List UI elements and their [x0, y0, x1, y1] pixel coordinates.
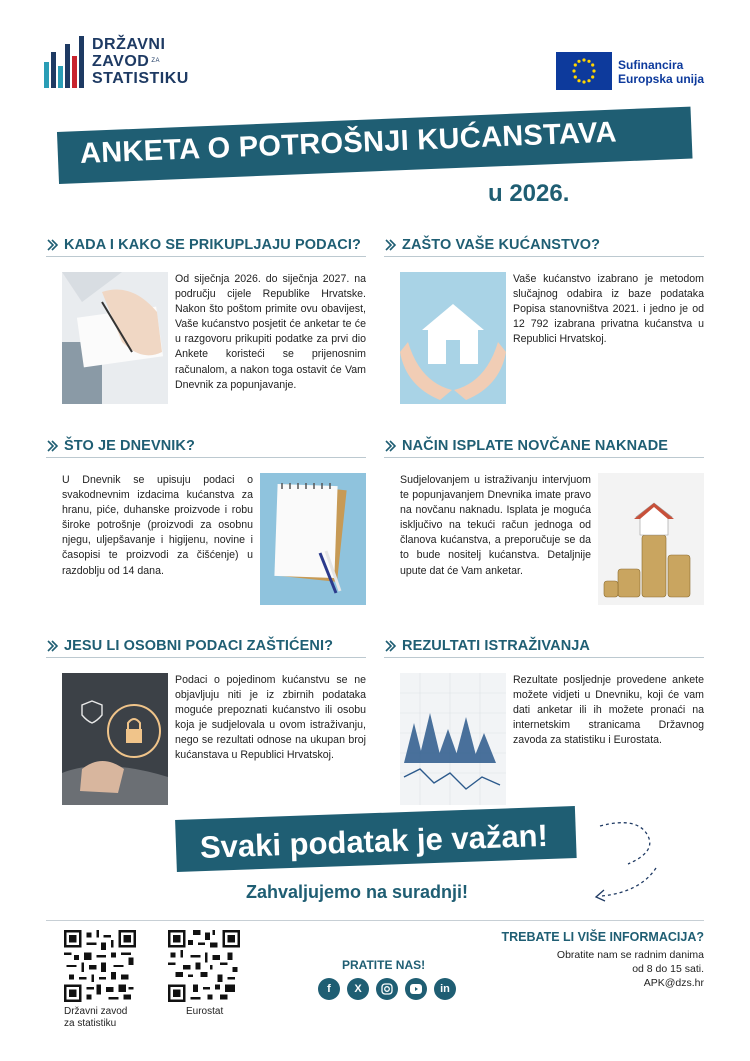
dashed-arrow-icon: [598, 816, 660, 868]
data-protection-image: [62, 673, 168, 805]
house-in-hands-image: [400, 272, 506, 404]
chevron-right-icon: [384, 238, 398, 252]
x-icon[interactable]: X: [347, 978, 369, 1000]
dzs-logo: [44, 36, 214, 94]
section-kada: [46, 235, 366, 257]
eu-line-2: Europska unija: [618, 72, 705, 86]
logo-text: DRŽAVNI ZAVOD $^{ZA}$ STATISTIKU: [92, 36, 189, 87]
section-body: Rezultate posljednje provedene ankete možete vidjeti u Dnevniku, koji će vam dati anketar ili ih možete pronaći na internetskim stranicama Državnog zavoda za statistiku i Eurostata.: [513, 674, 704, 747]
section-rezultati: [384, 636, 704, 658]
section-title: JESU LI OSOBNI PODACI ZAŠTIĆENI?: [64, 637, 334, 654]
page-title: ANKETA O POTROŠNJI KUĆANSTAVA: [79, 116, 618, 170]
eu-line-1: Sufinancira: [618, 58, 684, 72]
eu-flag-icon: [556, 52, 612, 90]
section-body: U Dnevnik se upisuju podaci o svakodnevnim izdacima kućanstva za hranu, piće, duhanske proizvode i robu široke potrošnje (proizvodi za osobnu njegu, uljepšavanje i higijenu, novine i časopisi te proizvodi za čišćenje) u razdoblju od 14 dana.: [62, 474, 253, 577]
chevron-right-icon: [46, 439, 60, 453]
thanks-text: Zahvaljujemo na suradnji!: [246, 882, 469, 902]
contact-title: TREBATE LI VIŠE INFORMACIJA?: [501, 930, 704, 944]
notebook-image: [260, 473, 366, 605]
contact-hours-2: od 8 do 15 sati.: [632, 963, 704, 975]
instagram-icon[interactable]: [376, 978, 398, 1000]
qr-label-dzs: Državni zavod za statistiku: [64, 1006, 128, 1029]
follow-us-label: PRATITE NAS!: [342, 958, 426, 972]
footer-divider: [46, 920, 704, 921]
linkedin-icon[interactable]: in: [434, 978, 456, 1000]
chevron-right-icon: [384, 639, 398, 653]
section-title: NAČIN ISPLATE NOVČANE NAKNADE: [402, 437, 669, 454]
section-title: KADA I KAKO SE PRIKUPLJAJU PODACI?: [64, 236, 361, 253]
coins-house-image: [598, 473, 704, 605]
qr-code-dzs-icon[interactable]: [64, 930, 136, 1002]
logo-bars-icon: [44, 36, 88, 92]
section-title: ŠTO JE DNEVNIK?: [64, 437, 195, 454]
chevron-right-icon: [46, 238, 60, 252]
section-isplata: [384, 436, 704, 458]
section-body: Od siječnja 2026. do siječnja 2027. na području cijele Republike Hrvatske. Nakon što poštom primite ovu obavijest, Vaše kućanstvo posjetit će anketar te će u razgovoru prikupiti podatke za prvi dio Ankete koristeći se prijenosnim računalom, a nakon toga ostavit će Vam Dnevnik za popunjavanje.: [175, 273, 366, 391]
page-subtitle: u 2026.: [488, 180, 570, 207]
section-body: Vaše kućanstvo izabrano je metodom slučajnog odabira iz baze podataka Popisa stanovništva 2021. i jedno je od 12 792 izabrana privatna kućanstva u Republici Hrvatskoj.: [513, 273, 704, 346]
results-chart-image: [400, 673, 506, 805]
section-body: Sudjelovanjem u istraživanju intervjuom te popunjavanjem Dnevnika imate pravo na novčanu naknadu. Isplata je moguća isključivo na tekući račun jednoga od članova kućanstva, a preporučuje se da to bude nositelj kućanstva. Detaljnije upute dat će Vam anketar.: [400, 474, 591, 577]
section-dnevnik: [46, 436, 366, 458]
contact-info: [501, 930, 704, 990]
section-osobni: [46, 636, 366, 658]
contact-hours-1: Obratite nam se radnim danima: [556, 949, 704, 961]
chevron-right-icon: [384, 439, 398, 453]
qr-label-eurostat: Eurostat: [186, 1006, 224, 1017]
section-title: REZULTATI ISTRAŽIVANJA: [402, 637, 591, 654]
contact-email-link[interactable]: APK@dzs.hr: [643, 977, 704, 989]
youtube-icon[interactable]: [405, 978, 427, 1000]
facebook-icon[interactable]: f: [318, 978, 340, 1000]
section-body: Podaci o pojedinom kućanstvu se ne objavljuju niti je iz zbirnih podataka moguće prepoznati kućanstvo ili osobu koja je sudjelovala u ovom istraživanju, nego se rezultati odnose na ukupan broj kućanstava u Republici Hrvatskoj.: [175, 674, 366, 762]
writing-hand-image: [62, 272, 168, 404]
chevron-right-icon: [46, 639, 60, 653]
qr-code-eurostat-icon[interactable]: [168, 930, 240, 1002]
section-title: ZAŠTO VAŠE KUĆANSTVO?: [402, 236, 601, 253]
section-zasto: [384, 235, 704, 257]
dashed-arrow-icon: [590, 866, 660, 906]
eu-cofunding-badge: [556, 52, 706, 92]
slogan-text: Svaki podatak je važan!: [199, 817, 549, 865]
